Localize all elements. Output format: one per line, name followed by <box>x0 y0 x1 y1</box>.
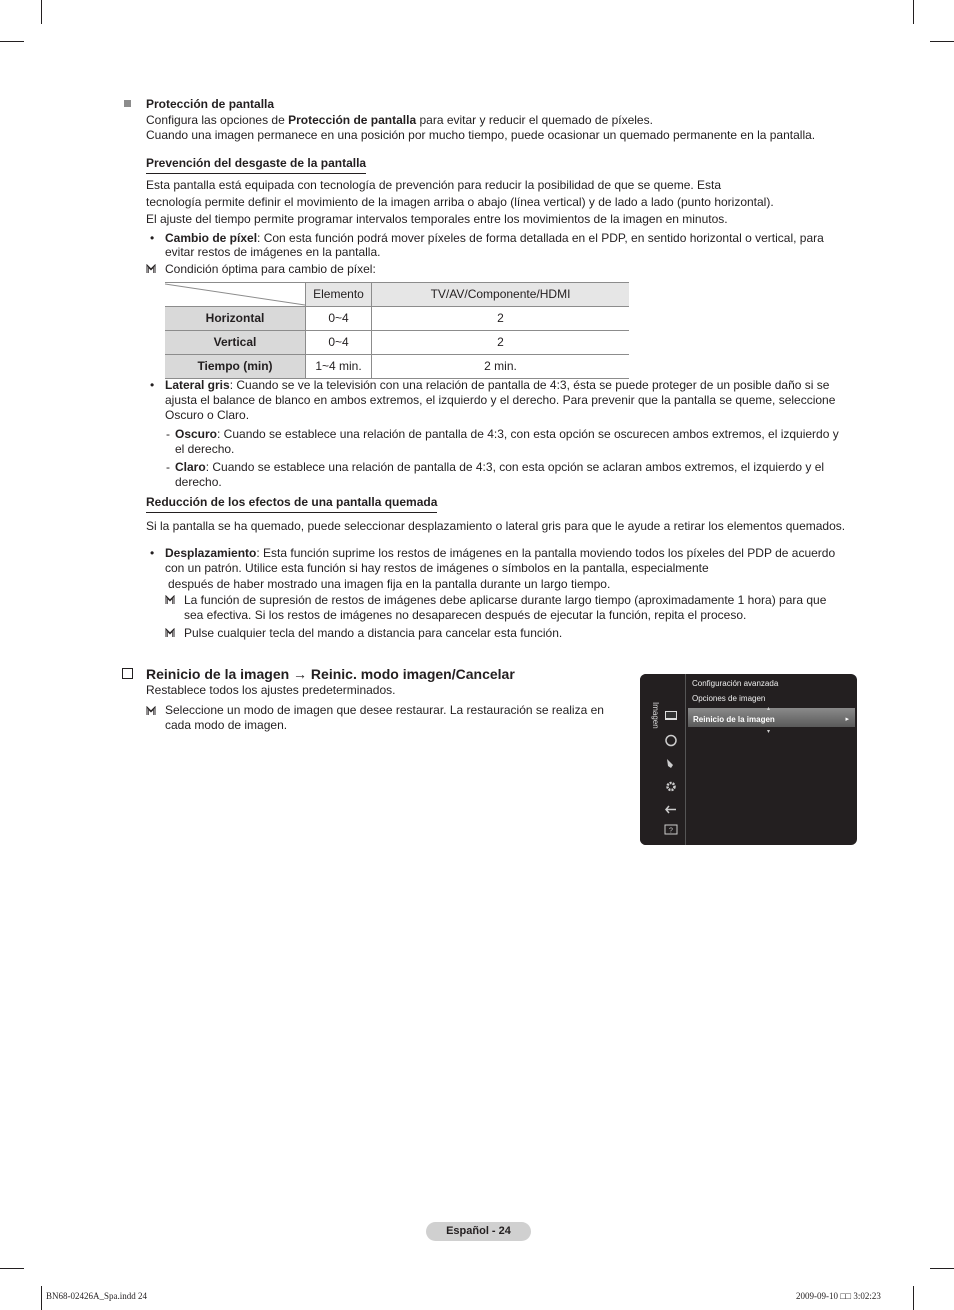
note-icon <box>165 628 175 638</box>
dash-marker: - <box>166 427 170 441</box>
note-icon <box>146 706 156 716</box>
note-icon <box>146 264 156 274</box>
note-text: La función de supresión de restos de imágenes debe aplicarse durante largo tiempo (aproximadamente 1 hora) para que <box>184 593 827 607</box>
table-cell: 2 <box>497 335 504 349</box>
table-header: TV/AV/Componente/HDMI <box>372 283 630 307</box>
note-text: cada modo de imagen. <box>165 718 288 732</box>
menu-item-configuracion-avanzada[interactable]: Configuración avanzada <box>692 679 779 688</box>
paragraph: Si la pantalla se ha quemado, puede seleccionar desplazamiento o lateral gris para que le ayude a retirar los elementos quemados. <box>146 519 846 533</box>
menu-sidebar <box>640 674 686 845</box>
diagonal-header-cell <box>165 283 306 307</box>
bullet-text: Cambio de píxel: Con esta función podrá mover píxeles de forma detallada en el PDP, en sentido horizontal o vertical, para <box>165 231 824 245</box>
crop-mark <box>913 1286 914 1310</box>
section-heading: Protección de pantalla <box>146 97 275 111</box>
table-cell: 0~4 <box>306 307 372 331</box>
selected-item-label: Reinicio de la imagen <box>693 715 775 724</box>
scroll-up-icon: ▴ <box>767 706 771 712</box>
crop-mark <box>0 1268 24 1269</box>
table-row <box>165 331 629 355</box>
menu-item-opciones-de-imagen[interactable]: Opciones de imagen <box>692 694 766 703</box>
svg-text:?: ? <box>669 827 673 835</box>
bullet-dot: • <box>150 546 155 560</box>
input-icon[interactable] <box>664 803 678 816</box>
table-header-row <box>165 283 629 307</box>
sub-item-text: derecho. <box>175 475 222 489</box>
bullet-dot: • <box>150 231 155 245</box>
table-cell: 2 min. <box>484 359 517 373</box>
tv-menu-screenshot <box>640 674 857 845</box>
note-text: Seleccione un modo de imagen que desee restaurar. La restauración se realiza en <box>165 703 604 717</box>
paragraph: El ajuste del tiempo permite programar intervalos temporales entre los movimientos de la imagen en minutos. <box>146 212 728 226</box>
bullet-text: ajusta el balance de blanco en ambos extremos, el izquierdo y el derecho. Para prevenir que la pantalla se queme, seleccione <box>165 393 836 407</box>
row-label: Vertical <box>165 331 306 355</box>
crop-mark <box>41 0 42 24</box>
bullet-text: después de haber mostrado una imagen fija en la pantalla durante un largo tiempo. <box>168 577 611 591</box>
setup-gear-icon[interactable] <box>664 780 678 793</box>
section-heading: Reinicio de la imagen → Reinic. modo imagen/Cancelar <box>146 666 515 682</box>
scroll-down-icon: ▾ <box>767 729 771 735</box>
page-number-badge: Español - 24 <box>426 1222 531 1241</box>
crop-mark <box>41 1286 42 1310</box>
crop-mark <box>0 41 24 42</box>
bullet-dot: • <box>150 378 155 392</box>
crop-mark <box>930 41 954 42</box>
bullet-text: Lateral gris: Cuando se ve la televisión con una relación de pantalla de 4:3, ésta se puede proteger de un posible daño si se <box>165 378 830 392</box>
paragraph: Esta pantalla está equipada con tecnología de prevención para reducir la posibilidad de que se queme. Esta <box>146 178 722 192</box>
table-header: Elemento <box>306 283 372 307</box>
bullet-text: Oscuro o Claro. <box>165 408 250 422</box>
paragraph: Configura las opciones de Protección de pantalla para evitar y reducir el quemado de píxeles. <box>146 113 653 127</box>
table-cell: 0~4 <box>306 331 372 355</box>
sound-icon[interactable] <box>664 734 678 747</box>
checkbox-square-icon <box>122 668 133 679</box>
row-label: Tiempo (min) <box>165 355 306 379</box>
paragraph: tecnología permite definir el movimiento de la imagen arriba o abajo (línea vertical) y de lado a lado (punto horizontal). <box>146 195 774 209</box>
menu-side-title: Imagen <box>651 702 660 729</box>
sub-item-text: Oscuro: Cuando se establece una relación de pantalla de 4:3, con esta opción se oscurecen ambos extremos, el izquierdo y <box>175 427 839 441</box>
subheading: Reducción de los efectos de una pantalla quemada <box>146 495 437 513</box>
bullet-text: con un patrón. Utilice esta función si hay restos de imágenes o símbolos en la pantalla, especialmente <box>165 561 709 575</box>
row-label: Horizontal <box>165 307 306 331</box>
subheading: Prevención del desgaste de la pantalla <box>146 156 366 174</box>
pixel-shift-table <box>165 282 629 379</box>
crop-mark <box>913 0 914 24</box>
table-row <box>165 307 629 331</box>
note-text: sea efectiva. Si los restos de imágenes no desaparecen después de ejecutar la función, repita el proceso. <box>184 608 747 622</box>
file-slug: BN68-02426A_Spa.indd 24 <box>46 1291 147 1301</box>
table-cell: 2 <box>497 311 504 325</box>
note-text: Condición óptima para cambio de píxel: <box>165 262 376 276</box>
paragraph: Cuando una imagen permanece en una posición por mucho tiempo, puede ocasionar un quemado permanente en la pantalla. <box>146 128 816 142</box>
square-bullet-icon <box>124 100 131 107</box>
note-icon <box>165 595 175 605</box>
channel-icon[interactable] <box>664 757 678 770</box>
picture-icon[interactable] <box>664 710 678 723</box>
right-arrow-icon: ▸ <box>845 716 849 723</box>
table-row <box>165 355 629 379</box>
help-icon[interactable] <box>664 824 678 837</box>
dash-marker: - <box>166 460 170 474</box>
paragraph: Restablece todos los ajustes predeterminados. <box>146 683 396 697</box>
table-cell: 1~4 min. <box>306 355 372 379</box>
sub-item-text: el derecho. <box>175 442 235 456</box>
sub-item-text: Claro: Cuando se establece una relación de pantalla de 4:3, con esta opción se aclaran ambos extremos, el izquierdo y el <box>175 460 825 474</box>
bullet-text: evitar restos de imágenes en la pantalla. <box>165 245 381 259</box>
menu-item-reinicio-de-la-imagen[interactable] <box>688 708 855 727</box>
timestamp-slug: 2009-09-10 □□ 3:02:23 <box>796 1291 881 1301</box>
bullet-text: Desplazamiento: Esta función suprime los restos de imágenes en la pantalla moviendo todos los píxeles del PDP de acuerdo <box>165 546 836 560</box>
note-text: Pulse cualquier tecla del mando a distancia para cancelar esta función. <box>184 626 563 640</box>
crop-mark <box>930 1268 954 1269</box>
